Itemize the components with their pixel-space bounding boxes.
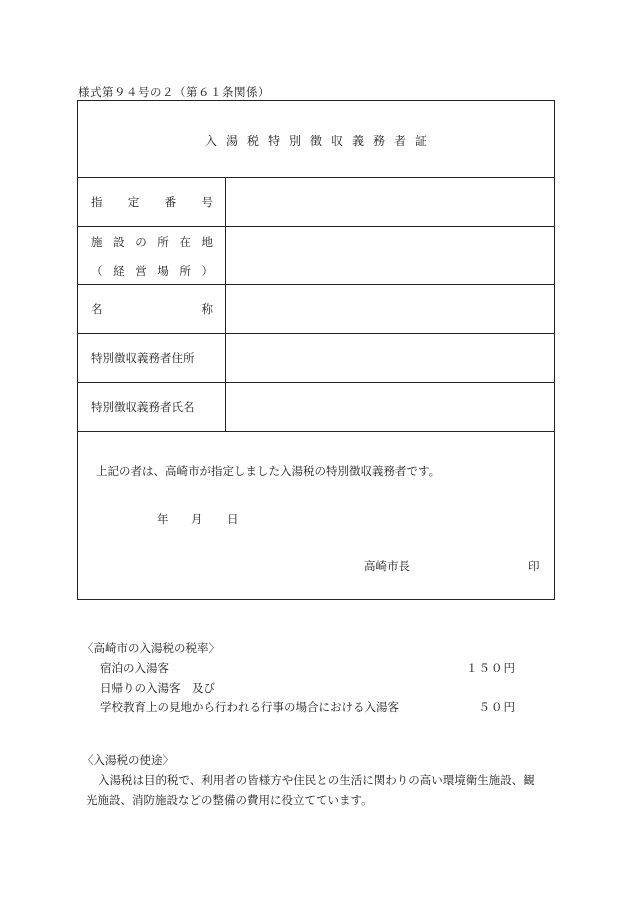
- collector-name-value[interactable]: [226, 382, 554, 431]
- label-char: 経: [113, 264, 125, 278]
- facility-location-label: [78, 226, 226, 284]
- collector-address-row: [78, 333, 554, 383]
- label-char: 指: [91, 195, 103, 209]
- label-char: 設: [113, 235, 125, 249]
- tax-rate-item-price: １５０円: [466, 661, 516, 675]
- label-char: 所: [157, 235, 169, 249]
- label-char: 所: [179, 264, 191, 278]
- date-day: 日: [227, 512, 239, 526]
- tax-rate-item-label: 学校教育上の見地から行われる行事の場合における入湯客: [100, 700, 399, 714]
- label-char: 番: [164, 195, 177, 209]
- tax-rate-heading: 〈高崎市の入湯税の税率〉: [82, 641, 220, 655]
- designation-number-row: [78, 177, 554, 227]
- name-row: [78, 284, 554, 334]
- date-year: 年: [157, 512, 169, 526]
- label-char: 称: [201, 302, 213, 316]
- label-char: 営: [135, 264, 147, 278]
- label-char: の: [135, 235, 147, 249]
- tax-usage-text-line1: 入湯税は目的税で、利用者の皆様方や住民との生活に関わりの高い環境衛生施設、観: [98, 773, 535, 787]
- tax-usage-heading: 〈入湯税の使途〉: [82, 753, 174, 767]
- collector-address-label-text: 特別徴収義務者住所: [91, 351, 195, 365]
- certificate-title-row: [78, 101, 554, 178]
- certificate-statement: 上記の者は、高崎市が指定しました入湯税の特別徴収義務者です。: [96, 464, 441, 478]
- label-char: 地: [201, 235, 213, 249]
- collector-name-row: [78, 382, 554, 432]
- label-char: 在: [179, 235, 191, 249]
- designation-number-label: [78, 177, 226, 226]
- label-char: 号: [201, 195, 213, 209]
- tax-rate-item-label: 日帰りの入湯客 及び: [100, 681, 215, 695]
- tax-usage-text-line2: 光施設、消防施設などの整備の費用に役立てています。: [86, 793, 373, 807]
- collector-name-label: [78, 382, 226, 431]
- tax-rate-item-price: ５０円: [478, 700, 516, 714]
- certificate-box: [77, 100, 555, 600]
- form-number: 様式第９４号の２（第６１条関係）: [78, 85, 270, 99]
- collector-name-label-text: 特別徴収義務者氏名: [91, 400, 195, 414]
- collector-address-label: [78, 333, 226, 382]
- label-char: 名: [91, 302, 103, 316]
- facility-location-value[interactable]: [226, 226, 554, 284]
- name-label: [78, 284, 226, 333]
- label-char: 定: [127, 195, 140, 209]
- designation-number-value[interactable]: [226, 177, 554, 226]
- label-char: ）: [201, 264, 213, 278]
- facility-location-row: [78, 226, 554, 285]
- collector-address-value[interactable]: [226, 333, 554, 382]
- label-char: （: [91, 264, 103, 278]
- date-month: 月: [191, 512, 203, 526]
- label-char: 場: [157, 264, 169, 278]
- mayor-title: 高崎市長: [364, 559, 410, 573]
- seal-mark: 印: [528, 559, 540, 573]
- label-char: 施: [91, 235, 103, 249]
- tax-rate-item-label: 宿泊の入湯客: [100, 661, 169, 675]
- certificate-title: 入湯税特別徴収義務者証: [204, 134, 436, 148]
- name-value[interactable]: [226, 284, 554, 333]
